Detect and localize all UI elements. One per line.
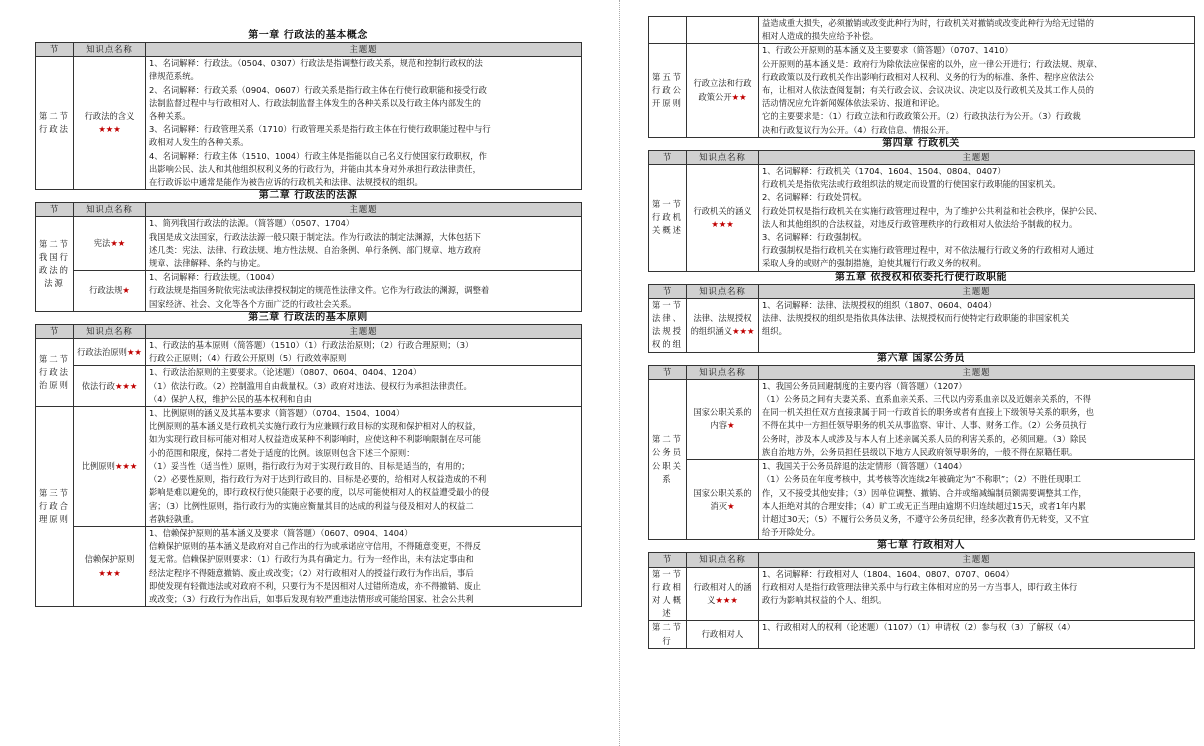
topic-line: 信赖保护原则的基本涵义是政府对自己作出的行为或承诺应守信用，不得随意变更，不得反 [149, 541, 481, 552]
topic-line: 1、行政法的基本原则（简答题）（1510）（1）行政法治原则；（2）行政合理原则；（3） [149, 340, 474, 351]
topic-line: 组织。 [762, 326, 787, 337]
topic-line: 法律、法规授权的组织是指依具体法律、法规授权而行使特定行政职能的非国家机关 [762, 313, 1069, 324]
topic-line: 行政相对人是指行政管理法律关系中与行政主体相对应的另一方当事人，即行政主体行 [762, 581, 1078, 592]
knowledge-point [74, 57, 146, 190]
left-page [0, 0, 600, 746]
header-topic: 主题题 [759, 150, 1195, 164]
knowledge-name: 行政相对人 [701, 628, 744, 639]
left-content [35, 30, 581, 607]
topic-line: 国家经济、社会、文化等各个方面广泛的行政社会关系。 [149, 298, 357, 309]
table-row [649, 44, 1195, 137]
knowledge-table [648, 150, 1195, 272]
table-row [649, 379, 1195, 459]
header-knowledge: 知识点名称 [687, 365, 759, 379]
knowledge-name: 宪法 [93, 238, 111, 249]
table-row [36, 407, 582, 527]
topic-line: 复无常。信赖保护原则要求：（1）行政行为具有确定力。行为一经作出，未有法定事由和 [149, 554, 474, 565]
topic-cell [759, 567, 1195, 621]
continuation-table [648, 16, 1195, 138]
importance-stars: ★ [727, 420, 735, 431]
importance-stars: ★★★ [98, 567, 121, 578]
knowledge-name: 国家公职关系的消灭 [693, 487, 752, 511]
header-topic: 主题题 [146, 43, 582, 57]
importance-stars: ★★ [126, 346, 142, 357]
importance-stars: ★★ [110, 238, 126, 249]
table-header-row [649, 553, 1195, 567]
topic-line: 不得在其中一方担任领导职务的机关从事监察、审计、人事、财务工作。（2）公务员执行 [762, 420, 1087, 431]
header-topic: 主题题 [759, 553, 1195, 567]
chapter-title: 第四章 行政机关 [882, 137, 960, 149]
header-section: 节 [36, 324, 74, 338]
topic-line: 述几类：宪法、法律、行政法规、地方性法规、自治条例、单行条例、部门规章、地方政府 [149, 244, 481, 255]
topic-line: 法人和其他组织的合法权益，对违反行政管理秩序的行政相对人依法给予制裁的权力。 [762, 218, 1078, 229]
topic-line: 小的范围和限度，保持二者处于适度的比例。该原则包含下述三个原则： [149, 447, 415, 458]
topic-cell [759, 460, 1195, 540]
section-cell: 第三节行政合理原则 [36, 407, 74, 607]
knowledge-point [687, 165, 759, 272]
table-row [36, 217, 582, 271]
header-section: 节 [649, 284, 687, 298]
topic-line: 在行政诉讼中通常是能作为被告应诉的行政机关和法律、法规授权的组织。 [149, 177, 423, 188]
header-knowledge: 知识点名称 [687, 553, 759, 567]
table-row [649, 298, 1195, 352]
knowledge-table [648, 284, 1195, 353]
header-section: 节 [649, 150, 687, 164]
topic-line: 2、名词解释：行政处罚权。 [762, 192, 867, 203]
page-gutter [600, 0, 640, 746]
topic-line: 采取人身的或财产的强制措施，迫使其履行行政义务的权利。 [762, 258, 987, 269]
chapter-title: 第三章 行政法的基本原则 [248, 311, 368, 323]
topic-line: 各种关系。 [149, 111, 191, 122]
topic-line: 给予开除处分。 [762, 527, 821, 538]
knowledge-point [74, 407, 146, 527]
topic-line: 影响是难以避免的，即行政权行使只能限于必要的度，以尽可能使相对人的权益遭受最小的侵 [149, 487, 490, 498]
knowledge-name: 国家公职关系的内容 [693, 407, 752, 431]
table-header-row [649, 150, 1195, 164]
knowledge-point [74, 339, 146, 366]
knowledge-point [74, 366, 146, 407]
topic-line: 在同一机关担任双方直接隶属于同一行政首长的职务或者有直接上下级领导关系的职务，也 [762, 407, 1094, 418]
section-cell: 第一节法律、法规授权的组 [649, 298, 687, 352]
knowledge-point [687, 17, 759, 44]
header-topic: 主题题 [759, 284, 1195, 298]
topic-cell [759, 44, 1195, 137]
topic-line: 1、名词解释：法律、法规授权的组织（1807、0604、0404） [762, 299, 997, 310]
topic-line: 如为实现行政目标可能对相对人权益造成某种不利影响时，应使这种不利影响限制在尽可能 [149, 434, 481, 445]
topic-line: 4、名词解释：行政主体（1510、1004）行政主体是指能以自己名义行使国家行政职权，作 [149, 150, 487, 161]
topic-cell [146, 366, 582, 407]
right-content [648, 16, 1194, 649]
topic-line: 它的主要要求是：（1）行政立法和行政政策公开。（2）行政执法行为公开。（3）行政裁 [762, 111, 1081, 122]
knowledge-name: 行政立法和行政政策公开 [693, 78, 752, 102]
topic-line: 行政处罚权是指行政机关在实施行政管理过程中，为了维护公共利益和社会秩序，保护公民、 [762, 205, 1103, 216]
table-header-row [649, 284, 1195, 298]
header-knowledge: 知识点名称 [687, 150, 759, 164]
topic-line: 3、名词解释：行政管理关系（1710）行政管理关系是指行政主体在行使行政职能过程中与行 [149, 124, 491, 135]
topic-line: 作，又不接受其他安排；（3）因单位调整、撤销、合并或缩减编制员额需要调整其工作， [762, 487, 1087, 498]
header-section: 节 [649, 365, 687, 379]
section-cell: 第二节行政法 [36, 57, 74, 190]
topic-line: （1）公务员在年度考核中，其考核等次连续2年被确定为“不称职”；（2）不胜任现职工 [762, 474, 1081, 485]
table-header-row [36, 43, 582, 57]
table-row [36, 271, 582, 312]
topic-cell [146, 271, 582, 312]
table-header-row [36, 324, 582, 338]
header-section: 节 [36, 43, 74, 57]
topic-line: 益造成重大损失，必须撤销或改变此种行为时，行政机关对撤销或改变此种行为给无过错的 [762, 18, 1094, 28]
topic-line: 1、名词解释：行政机关（1704、1604、1504、0804、0407） [762, 166, 1006, 177]
knowledge-name: 行政法规 [89, 285, 123, 296]
topic-cell [759, 17, 1195, 44]
importance-stars: ★★★ [711, 218, 734, 229]
topic-line: 即使发现有轻微违法或对政府不利，只要行为不是因相对人过错所造成，亦不得撤销、废止 [149, 580, 481, 591]
knowledge-name: 行政法的含义 [84, 111, 135, 122]
topic-cell [146, 339, 582, 366]
knowledge-name: 依法行政 [81, 380, 115, 391]
knowledge-point [74, 526, 146, 606]
topic-line: 1、信赖保护原则的基本涵义及要求（简答题）（0607、0904、1404） [149, 527, 413, 538]
header-section: 节 [649, 553, 687, 567]
chapter-title: 第六章 国家公务员 [877, 352, 965, 364]
topic-line: （1）公务员之间有夫妻关系、直系血亲关系、三代以内旁系血亲以及近姻亲关系的，不得 [762, 394, 1091, 405]
knowledge-table [35, 324, 582, 607]
knowledge-name: 比例原则 [81, 460, 115, 471]
knowledge-point [74, 271, 146, 312]
topic-line: 行政政策以及行政机关作出影响行政相对人权利、义务的行为的标准、条件、程序应依法公 [762, 71, 1094, 82]
knowledge-point [687, 621, 759, 648]
importance-stars: ★★★ [114, 380, 138, 391]
topic-line: 相对人造成的损失应给予补偿。 [762, 31, 879, 42]
topic-line: 经法定程序不得随意撤销、废止或改变；（2）对行政相对人的授益行政行为作出后，事后 [149, 567, 474, 578]
section-cell: 第一节行政相对人概述 [649, 567, 687, 621]
chapter-title: 第二章 行政法的法源 [258, 190, 358, 202]
knowledge-table [35, 42, 582, 190]
importance-stars: ★★ [731, 91, 747, 102]
topic-line: 3、名词解释：行政强制权。 [762, 232, 867, 243]
topic-cell [759, 165, 1195, 272]
table-header-row [36, 203, 582, 217]
header-knowledge: 知识点名称 [74, 43, 146, 57]
topic-line: （1）妥当性（适当性）原则，指行政行为对于实现行政目的、目标是适当的，有用的； [149, 460, 470, 471]
knowledge-point [687, 460, 759, 540]
header-knowledge: 知识点名称 [74, 324, 146, 338]
importance-stars: ★ [122, 285, 130, 296]
topic-line: 1、行政法治原则的主要要求。（论述题）（0807、0604、0404、1204） [149, 367, 422, 378]
section-cell: 第二节行政法治原则 [36, 339, 74, 407]
topic-line: 行政法规是指国务院依宪法或法律授权制定的规范性法律文件。它作为行政法的渊源，调整着 [149, 285, 490, 296]
topic-line: 出影响公民、法人和其他组织权利义务的行政行为，并能由其本身对外承担行政法律责任， [149, 163, 481, 174]
table-row [36, 366, 582, 407]
topic-line: 1、行政公开原则的基本涵义及主要要求（简答题）（0707、1410） [762, 45, 1013, 56]
knowledge-name: 行政相对人的涵义 [693, 581, 752, 605]
section-cell: 第二节公务员公职关系 [649, 379, 687, 539]
knowledge-table [648, 552, 1195, 648]
topic-line: 比例原则的基本涵义是行政机关实施行政行为应兼顾行政目标的实现和保护相对人的权益， [149, 421, 481, 432]
section-cell [649, 17, 687, 44]
topic-line: 1、名词解释：行政相对人（1804、1604、0807、0707、0604） [762, 568, 1014, 579]
topic-cell [759, 621, 1195, 648]
topic-line: 或改变；（3）行政行为作出后，如事后发现有较严重违法情形或可能给国家、社会公共利 [149, 593, 474, 604]
knowledge-name: 信赖保护原则 [84, 554, 135, 565]
header-topic: 主题题 [146, 203, 582, 217]
topic-cell [146, 57, 582, 190]
table-row [649, 17, 1195, 44]
topic-cell [146, 526, 582, 606]
importance-stars: ★★★ [114, 460, 138, 471]
header-knowledge: 知识点名称 [687, 284, 759, 298]
topic-line: 政相对人发生的各种关系。 [149, 137, 249, 148]
topic-line: 我国是成文法国家，行政法法源一般只限于制定法。作为行政法的制定法渊源，大体包括下 [149, 231, 481, 242]
topic-line: 公务时，涉及本人或涉及与本人有上述亲属关系人员的利害关系的，必须回避。（3）除民 [762, 433, 1087, 444]
importance-stars: ★★★ [732, 326, 755, 337]
knowledge-name: 行政法治原则 [77, 346, 127, 357]
topic-line: 律规范系统。 [149, 71, 199, 82]
topic-line: 1、我国关于公务员辞退的法定情形（简答题）（1404） [762, 461, 967, 472]
topic-line: 害；（3）比例性原则，指行政行为的实施应衡量其目的达成的利益与侵及相对人的权益二 [149, 500, 474, 511]
topic-cell [759, 298, 1195, 352]
header-topic: 主题题 [759, 365, 1195, 379]
topic-line: 行政公正原则；（4）行政公开原则（5）行政效率原则 [149, 353, 347, 364]
topic-line: （2）必要性原则，指行政行为对于达到行政目的、目标是必要的，给相对人权益造成的不利 [149, 474, 487, 485]
topic-cell [146, 407, 582, 527]
topic-line: 2、名词解释：行政关系（0904、0607）行政关系是指行政主体在行使行政职能和接受行政 [149, 84, 487, 95]
table-row [36, 526, 582, 606]
topic-cell [759, 379, 1195, 459]
topic-line: 1、名词解释：行政法规。（1004） [149, 272, 280, 283]
topic-line: 1、比例原则的涵义及其基本要求（简答题）（0704、1504、1004） [149, 408, 405, 419]
section-cell: 第五节行政公开原则 [649, 44, 687, 137]
chapter-title: 第一章 行政法的基本概念 [248, 30, 368, 41]
topic-line: 行政机关是指依宪法或行政组织法的规定而设置的行使国家行政职能的国家机关。 [762, 179, 1061, 190]
topic-line: 1、简列我国行政法的法源。（简答题）（0507、1704） [149, 218, 355, 229]
section-cell: 第一节行政机关概述 [649, 165, 687, 272]
topic-line: 族自治地方外，公务员担任县级以下地方人民政府领导职务的，一般不得在原籍任职。 [762, 446, 1078, 457]
knowledge-name: 行政机关的涵义 [693, 205, 752, 216]
knowledge-point [687, 44, 759, 137]
knowledge-point [687, 567, 759, 621]
topic-line: 决和行政复议行为公开。（4）行政信息、情报公开。 [762, 124, 954, 135]
topic-line: 1、行政相对人的权利（论述题）（1107）（1）申请权（2）参与权（3）了解权（4） [762, 622, 1076, 633]
knowledge-point [687, 298, 759, 352]
topic-line: 本人拒绝对其的合理安排；（4）旷工或无正当理由逾期不归连续超过15天，或者1年内累 [762, 500, 1086, 511]
topic-line: 规章、法律解释、条约与协定。 [149, 258, 266, 269]
table-row [649, 621, 1195, 648]
table-row [649, 460, 1195, 540]
header-section: 节 [36, 203, 74, 217]
section-cell: 第二节我国行政法的法源 [36, 217, 74, 311]
topic-line: （4）保护人权，维护公民的基本权利和自由 [149, 393, 312, 404]
topic-line: 计超过30天；（5）不履行公务员义务，不遵守公务员纪律，经多次教育仍无转变，又不宜 [762, 513, 1089, 524]
knowledge-point [687, 379, 759, 459]
topic-line: 法制监督过程中与行政相对人、行政法制监督主体发生的各种关系以及行政主体内部发生的 [149, 97, 481, 108]
importance-stars: ★★★ [715, 594, 738, 605]
header-topic: 主题题 [146, 324, 582, 338]
right-page [640, 0, 1204, 746]
header-knowledge: 知识点名称 [74, 203, 146, 217]
topic-line: 政行为影响其权益的个人、组织。 [762, 594, 887, 605]
table-header-row [649, 365, 1195, 379]
topic-cell [146, 217, 582, 271]
section-cell: 第二节行 [649, 621, 687, 648]
topic-line: （1）依法行政。（2）控制滥用自由裁量权。（3）政府对违法、侵权行为承担法律责任。 [149, 380, 472, 391]
knowledge-name: 法律、法规授权的组织涵义 [690, 313, 752, 337]
table-row [649, 165, 1195, 272]
chapter-title: 第七章 行政相对人 [877, 540, 965, 552]
importance-stars: ★★★ [98, 124, 121, 135]
topic-line: 公开原则的基本涵义是：政府行为除依法应保密的以外，应一律公开进行；行政法规、规章、 [762, 58, 1103, 69]
importance-stars: ★ [727, 500, 735, 511]
table-row [36, 57, 582, 190]
knowledge-table [35, 202, 582, 312]
knowledge-point [74, 217, 146, 271]
topic-line: 者孰轻孰重。 [149, 513, 199, 524]
topic-line: 活动情况应允许新闻媒体依法采访、报道和评论。 [762, 98, 945, 109]
topic-line: 1、名词解释：行政法。（0504、0307）行政法是指调整行政关系，规范和控制行政权的法 [149, 58, 483, 69]
table-row [649, 567, 1195, 621]
knowledge-table [648, 365, 1195, 541]
table-row [36, 339, 582, 366]
topic-line: 布，让相对人依法查阅复制；有关行政会议、会议决议、决定以及行政机关及其工作人员的 [762, 85, 1094, 96]
chapter-title: 第五章 依授权和依委托行使行政职能 [835, 271, 1007, 283]
topic-line: 1、我国公务员回避制度的主要内容（简答题）（1207） [762, 380, 967, 391]
topic-line: 行政强制权是指行政机关在实施行政管理过程中，对不依法履行行政义务的行政相对人通过 [762, 245, 1094, 256]
